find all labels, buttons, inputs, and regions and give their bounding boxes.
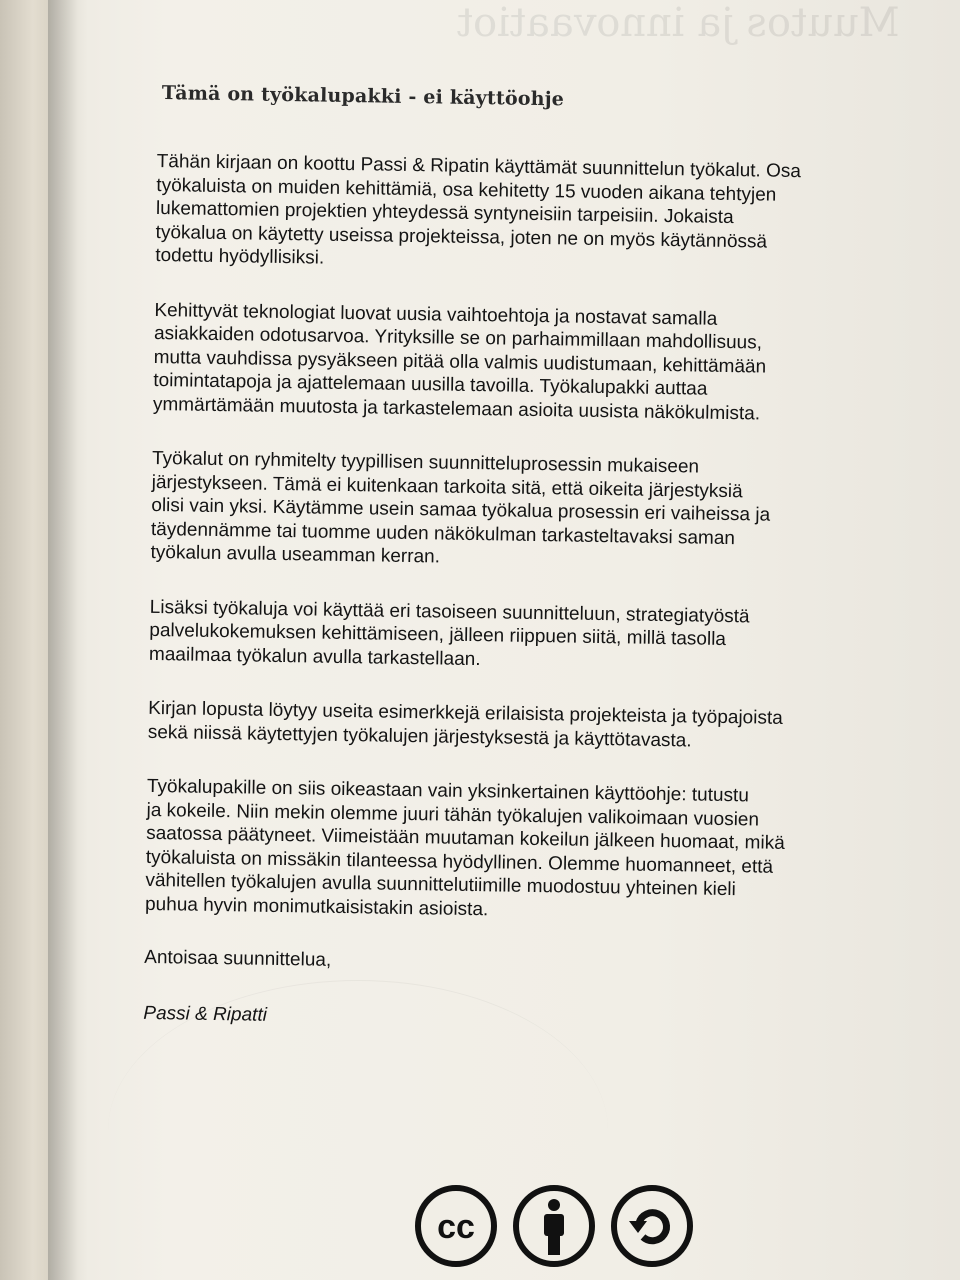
share-alike-icon: [609, 1183, 695, 1269]
paragraph: Kirjan lopusta löytyy useita esimerkkejä erilaisista projekteista ja työpajoista sekä niissä käytettyjen työkalujen järjestyksestä ja käyttötavasta.: [147, 697, 783, 751]
bleed-through-heading: Muutos ja innovaatiot: [457, 0, 900, 46]
creative-commons-license-badge: [413, 1183, 695, 1269]
cc-icon-label: cc: [437, 1208, 475, 1246]
attribution-person-icon: [511, 1183, 597, 1269]
book-page: [48, 0, 960, 1280]
paragraph: Työkalut on ryhmitelty tyypillisen suunnitteluprosessin mukaiseen järjestykseen. Tämä ei kuitenkaan tarkoita sitä, että oikeita järjestyksiä olisi vain yksi. Käytämme usein samaa työkalua prosessin eri vaiheissa ja täydennämme tai tuomme uuden näkökulman tarkasteltavaksi saman työkalun avulla useamman kerran.: [150, 447, 771, 568]
page-title: Tämä on työkalupakki - ei käyttöohje: [161, 82, 565, 111]
signature: Passi & Ripatti: [143, 1002, 268, 1026]
paragraph: Tähän kirjaan on koottu Passi & Ripatin käyttämät suunnittelun työkalut. Osa työkaluista on muiden kehittämiä, osa kehitetty 15 vuoden aikana tehtyjen lukemattomien projektien yhteydessä syntyneisiin tarpeisiin. Jokaista työkalua on käytetty useissa projekteissa, joten ne on myös käytännössä todettu hyödyllisiksi.: [155, 150, 802, 269]
cc-icon: [413, 1183, 499, 1269]
paragraph: Lisäksi työkaluja voi käyttää eri tasoiseen suunnitteluun, strategiatyöstä palvelukokemuksen kehittämiseen, jälleen riippuen siitä, millä tasolla maailmaa työkalun avulla tarkastellaan.: [148, 596, 750, 670]
paragraph: Kehittyvät teknologiat luovat uusia vaihtoehtoja ja nostavat samalla asiakkaiden odotusarvoa. Yrityksille se on parhaimmillaan mahdollisuus, mutta vauhdissa pysyäkseen pitää olla valmis uudistumaan, kehittämään toimintatapoja ja ajattelemaan uusilla tavoilla. Työkalupakki auttaa ymmärtämään muutosta ja tarkastelemaan asioita uusista näkökulmista.: [152, 299, 767, 424]
closing-line: Antoisaa suunnittelua,: [144, 946, 332, 971]
paragraph: Työkalupakille on siis oikeastaan vain yksinkertainen käyttöohje: tutustu ja kokeile. Niin mekin olemme juuri tähän työkalujen valikoimaan vuosien saatossa päätyneet. Viimeistään muutaman kokeilun jälkeen huomaat, mikä työkaluista on missäkin tilanteessa hyödyllinen. Olemme huomanneet, että vähitellen työkalujen avulla suunnittelutiimille muodostuu yhteinen kieli puhua hyvin monimutkaisistakin asioista.: [144, 775, 785, 920]
page-content: [143, 82, 858, 1036]
